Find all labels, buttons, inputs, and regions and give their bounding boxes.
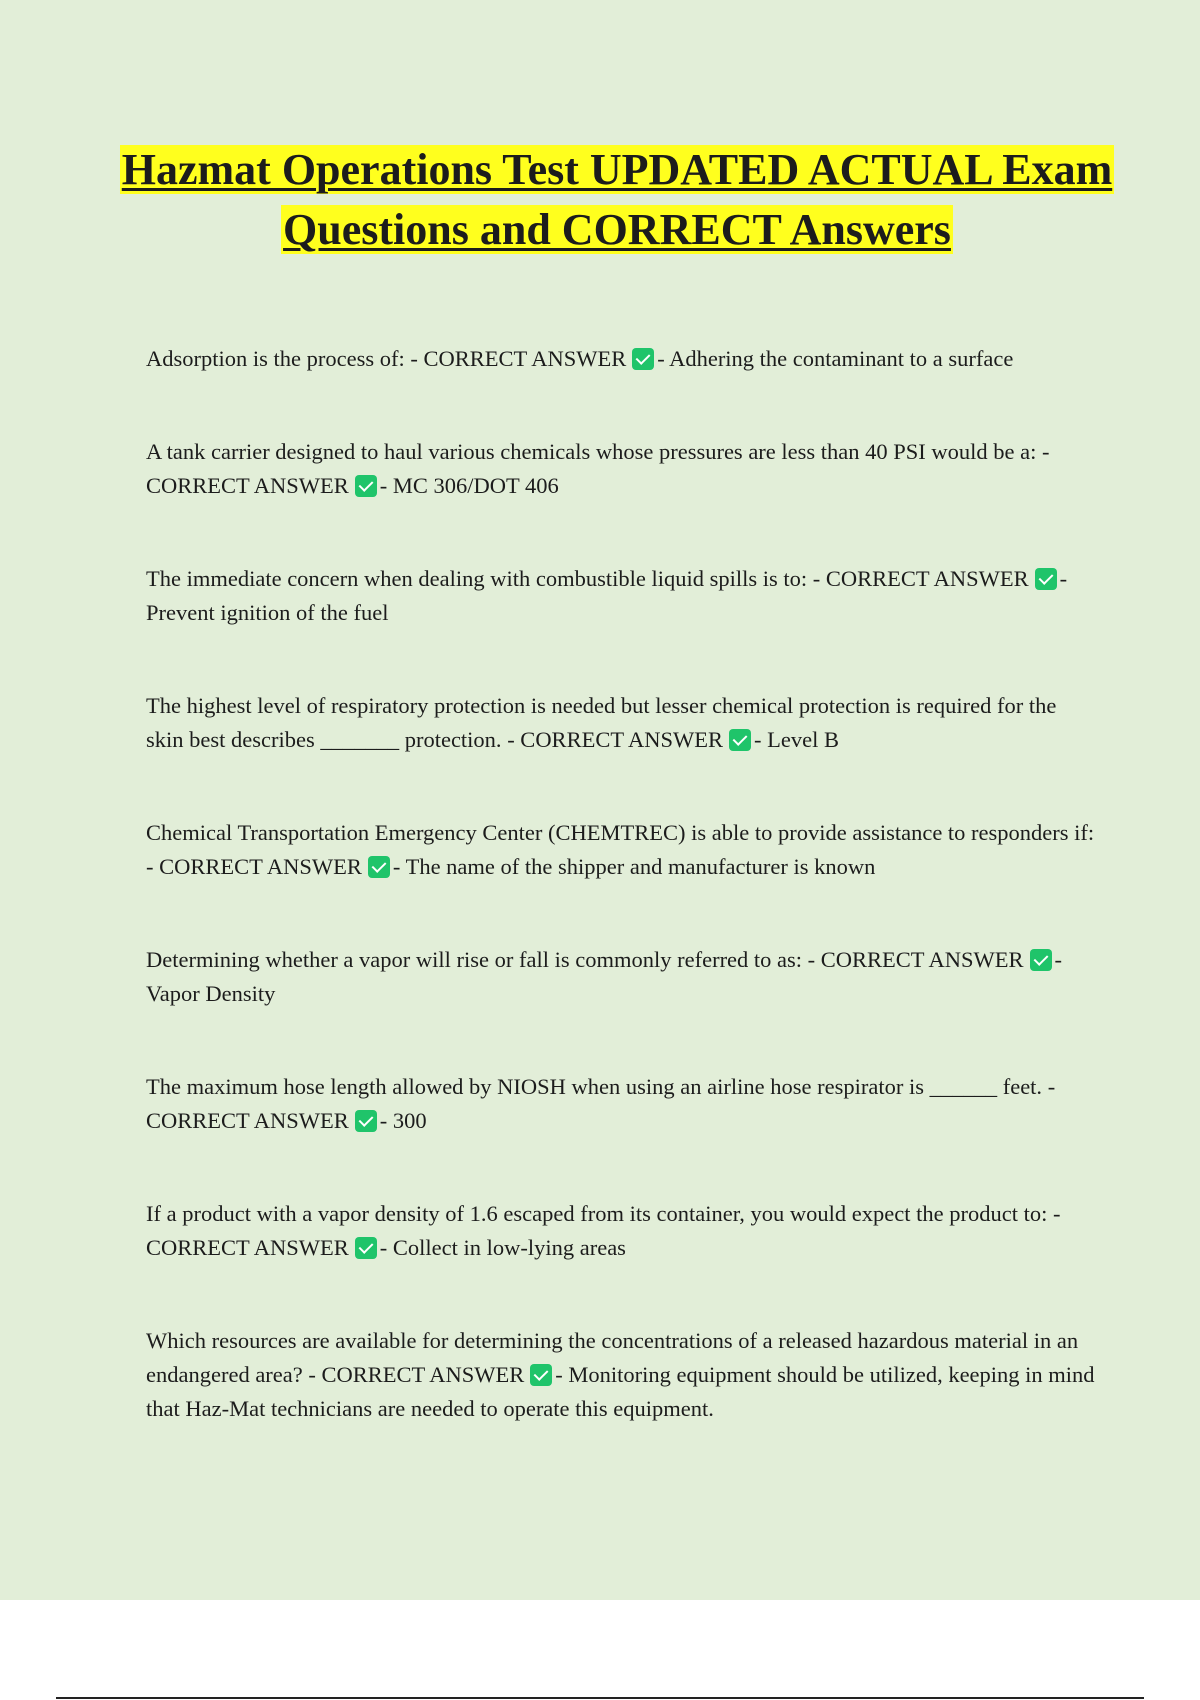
check-box-icon bbox=[729, 729, 751, 751]
answer-marker: - CORRECT ANSWER bbox=[410, 346, 627, 371]
qa-item bbox=[146, 1324, 1096, 1426]
check-box-icon bbox=[1035, 568, 1057, 590]
question-text: Adsorption is the process of: bbox=[146, 346, 405, 371]
question-text: The highest level of respiratory protection is needed but lesser chemical protection is required for the skin best describes _______ protection. bbox=[146, 693, 1057, 752]
question-text: Which resources are available for determining the concentrations of a released hazardous material in an endangered area? bbox=[146, 1328, 1079, 1387]
answer-marker: - CORRECT ANSWER bbox=[507, 727, 724, 752]
answer-text: - Vapor Density bbox=[146, 947, 1063, 1006]
answer-text: - MC 306/DOT 406 bbox=[379, 473, 559, 498]
check-box-icon bbox=[355, 475, 377, 497]
document-title-text: Hazmat Operations Test UPDATED ACTUAL Exam Questions and CORRECT Answers bbox=[121, 145, 1113, 254]
answer-text: - Adhering the contaminant to a surface bbox=[657, 346, 1014, 371]
answer-marker: - CORRECT ANSWER bbox=[146, 854, 362, 879]
answer-text: - The name of the shipper and manufacturer is known bbox=[392, 854, 876, 879]
qa-item bbox=[146, 1070, 1096, 1138]
question-text: A tank carrier designed to haul various chemicals whose pressures are less than 40 PSI would be a: bbox=[146, 439, 1037, 464]
check-box-icon bbox=[355, 1110, 377, 1132]
question-text: The maximum hose length allowed by NIOSH when using an airline hose respirator is ______ feet. bbox=[146, 1074, 1043, 1099]
answer-marker: - CORRECT ANSWER bbox=[308, 1362, 525, 1387]
check-box-icon bbox=[355, 1237, 377, 1259]
answer-marker: - CORRECT ANSWER bbox=[807, 947, 1024, 972]
answer-text: - Prevent ignition of the fuel bbox=[146, 566, 1068, 625]
question-text: If a product with a vapor density of 1.6 escaped from its container, you would expect the product to: bbox=[146, 1201, 1048, 1226]
qa-item bbox=[146, 342, 1096, 376]
answer-text: - Level B bbox=[754, 727, 840, 752]
question-text: Chemical Transportation Emergency Center (CHEMTREC) is able to provide assistance to responders if: bbox=[146, 820, 1095, 845]
check-box-icon bbox=[368, 856, 390, 878]
question-text: The immediate concern when dealing with combustible liquid spills is to: bbox=[146, 566, 808, 591]
answer-marker: - CORRECT ANSWER bbox=[146, 1201, 1061, 1260]
qa-list bbox=[146, 342, 1096, 1426]
qa-item bbox=[146, 435, 1096, 503]
check-box-icon bbox=[632, 348, 654, 370]
qa-item bbox=[146, 943, 1096, 1011]
answer-text: - Monitoring equipment should be utilized, keeping in mind that Haz-Mat technicians are needed to operate this equipment. bbox=[146, 1362, 1095, 1421]
answer-marker: - CORRECT ANSWER bbox=[146, 1074, 1056, 1133]
qa-item bbox=[146, 689, 1096, 757]
qa-item bbox=[146, 562, 1096, 630]
check-box-icon bbox=[530, 1364, 552, 1386]
footer-divider bbox=[56, 1697, 1144, 1699]
qa-item bbox=[146, 1197, 1096, 1265]
document-title bbox=[100, 140, 1134, 260]
question-text: Determining whether a vapor will rise or fall is commonly referred to as: bbox=[146, 947, 803, 972]
check-box-icon bbox=[1030, 949, 1052, 971]
answer-text: - Collect in low-lying areas bbox=[379, 1235, 626, 1260]
answer-marker: - CORRECT ANSWER bbox=[146, 439, 1050, 498]
qa-item bbox=[146, 816, 1096, 884]
answer-marker: - CORRECT ANSWER bbox=[812, 566, 1029, 591]
answer-text: - 300 bbox=[379, 1108, 427, 1133]
